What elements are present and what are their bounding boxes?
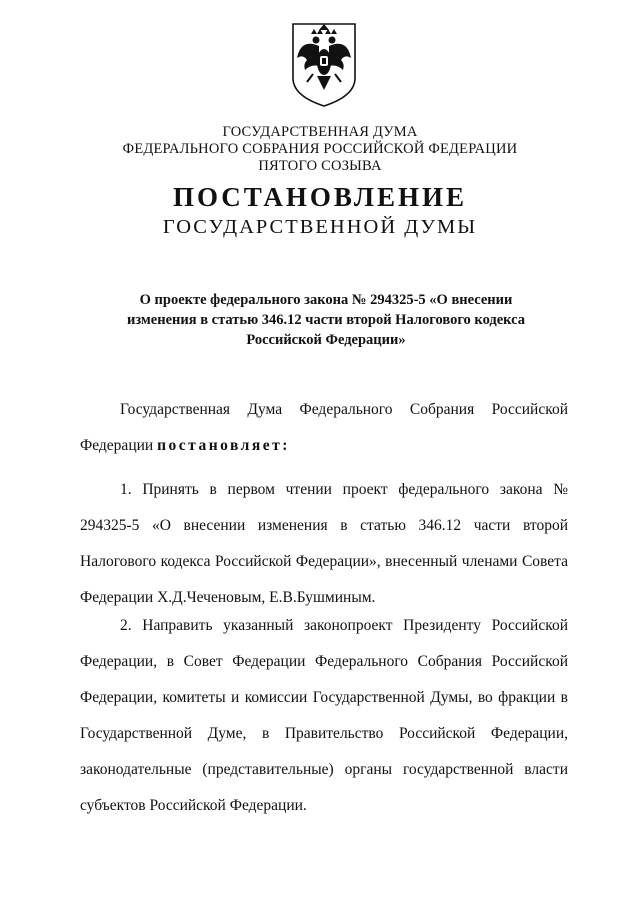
document-subtitle: ГОСУДАРСТВЕННОЙ ДУМЫ <box>162 216 478 238</box>
resolves-word: постановляет: <box>157 437 290 454</box>
item-2-paragraph <box>80 608 568 824</box>
state-emblem <box>289 20 359 110</box>
preamble-text: Государственная Дума Федерального Собрания Российской Федерации <box>80 401 568 454</box>
subject-line-2: изменения в статью 346.12 части второй Налогового кодекса <box>126 312 526 328</box>
item-2-text: 2. Направить указанный законопроект Президенту Российской Федерации, в Совет Федерации Федерального Собрания Российской Федерации, комитеты и комиссии Государственной Думы, во фракции в Государственной Думе, в Правительство Российской Федерации, законодательные (представительные) органы государственной власти субъектов Российской Федерации. <box>80 617 568 814</box>
subject-line-3: Российской Федерации» <box>246 332 406 348</box>
header-line-1: ГОСУДАРСТВЕННАЯ ДУМА <box>222 124 418 140</box>
header-line-3: ПЯТОГО СОЗЫВА <box>258 158 382 174</box>
preamble-paragraph <box>80 392 568 464</box>
item-1-paragraph <box>80 472 568 616</box>
document-subject <box>120 290 532 350</box>
header-line-2: ФЕДЕРАЛЬНОГО СОБРАНИЯ РОССИЙСКОЙ ФЕДЕРАЦИИ <box>122 141 518 157</box>
item-1-text: 1. Принять в первом чтении проект федерального закона № 294325-5 «О внесении изменения в статью 346.12 части второй Налогового кодекса Российской Федерации», внесенный членами Совета Федерации Х.Д.Чеченовым, Е.В.Бушминым. <box>80 481 568 606</box>
document-title: ПОСТАНОВЛЕНИЕ <box>172 182 468 212</box>
russian-double-headed-eagle-icon <box>289 20 359 110</box>
subject-line-1: О проекте федерального закона № 294325-5 «О внесении <box>139 292 513 308</box>
